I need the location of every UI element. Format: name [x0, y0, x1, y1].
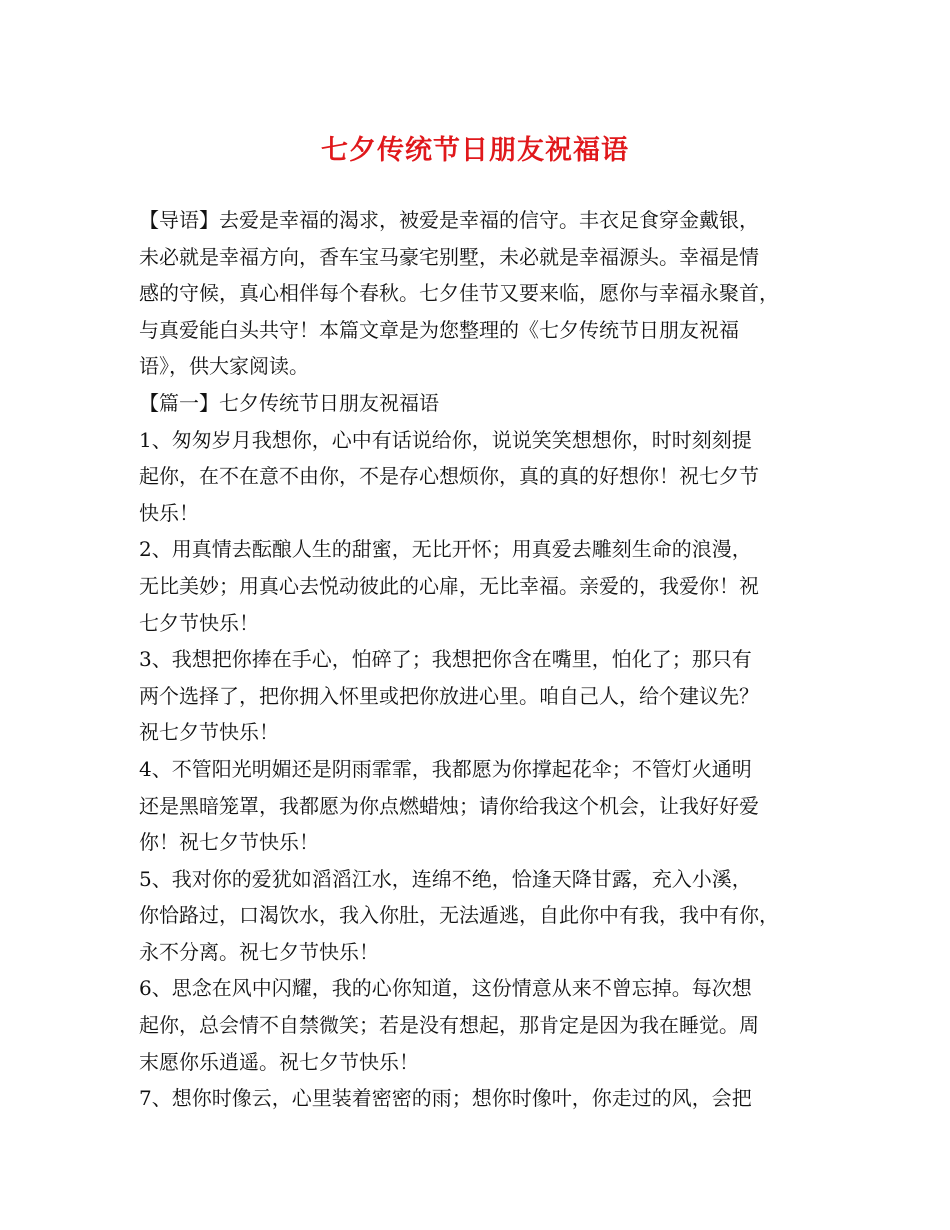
text-line: 还是黑暗笼罩，我都愿为你点燃蜡烛；请你给我这个机会，让我好好爱 [139, 793, 759, 818]
text-line: 与真爱能白头共守！本篇文章是为您整理的《七夕传统节日朋友祝福 [139, 317, 739, 342]
text-line: 你！祝七夕节快乐！ [139, 830, 319, 855]
text-line: 1、匆匆岁月我想你，心中有话说给你，说说笑笑想想你，时时刻刻提 [139, 427, 752, 452]
text-line: 语》，供大家阅读。 [139, 354, 309, 379]
page-title: 七夕传统节日朋友祝福语 [321, 135, 629, 166]
text-line: 末愿你乐逍遥。祝七夕节快乐！ [139, 1049, 419, 1074]
text-line: 两个选择了，把你拥入怀里或把你放进心里。咱自己人，给个建议先？ [139, 683, 759, 708]
text-line: 永不分离。祝七夕节快乐！ [139, 939, 379, 964]
text-line: 6、思念在风中闪耀，我的心你知道，这份情意从来不曾忘掉。每次想 [139, 976, 752, 1001]
text-line: 未必就是幸福方向，香车宝马豪宅别墅，未必就是幸福源头。幸福是情 [139, 244, 759, 269]
section-heading: 【篇一】七夕传统节日朋友祝福语 [139, 390, 439, 415]
text-line: 3、我想把你捧在手心，怕碎了；我想把你含在嘴里，怕化了；那只有 [139, 647, 752, 672]
text-line: 感的守候，真心相伴每个春秋。七夕佳节又要来临，愿你与幸福永聚首， [139, 281, 779, 306]
text-line: 7、想你时像云，心里装着密密的雨；想你时像叶，你走过的风，会把 [139, 1086, 752, 1111]
text-line: 起你，总会情不自禁微笑；若是没有想起，那肯定是因为我在睡觉。周 [139, 1013, 759, 1038]
text-line: 5、我对你的爱犹如滔滔江水，连绵不绝，恰逢天降甘露，充入小溪， [139, 866, 752, 891]
text-line: 七夕节快乐！ [139, 610, 259, 635]
text-line: 【导语】去爱是幸福的渴求，被爱是幸福的信守。丰衣足食穿金戴银， [139, 208, 759, 232]
text-line: 祝七夕节快乐！ [139, 720, 279, 745]
text-line: 起你，在不在意不由你，不是存心想烦你，真的真的好想你！祝七夕节 [139, 464, 759, 489]
document-body [139, 202, 819, 1117]
text-line: 2、用真情去酝酿人生的甜蜜，无比开怀；用真爱去雕刻生命的浪漫， [139, 537, 752, 562]
text-line: 无比美妙；用真心去悦动彼此的心扉，无比幸福。亲爱的，我爱你！祝 [139, 573, 759, 598]
text-line: 你恰路过，口渴饮水，我入你肚，无法遁逃，自此你中有我，我中有你， [139, 903, 779, 928]
text-line: 4、不管阳光明媚还是阴雨霏霏，我都愿为你撑起花伞；不管灯火通明 [139, 756, 752, 781]
text-line: 快乐！ [139, 500, 199, 525]
